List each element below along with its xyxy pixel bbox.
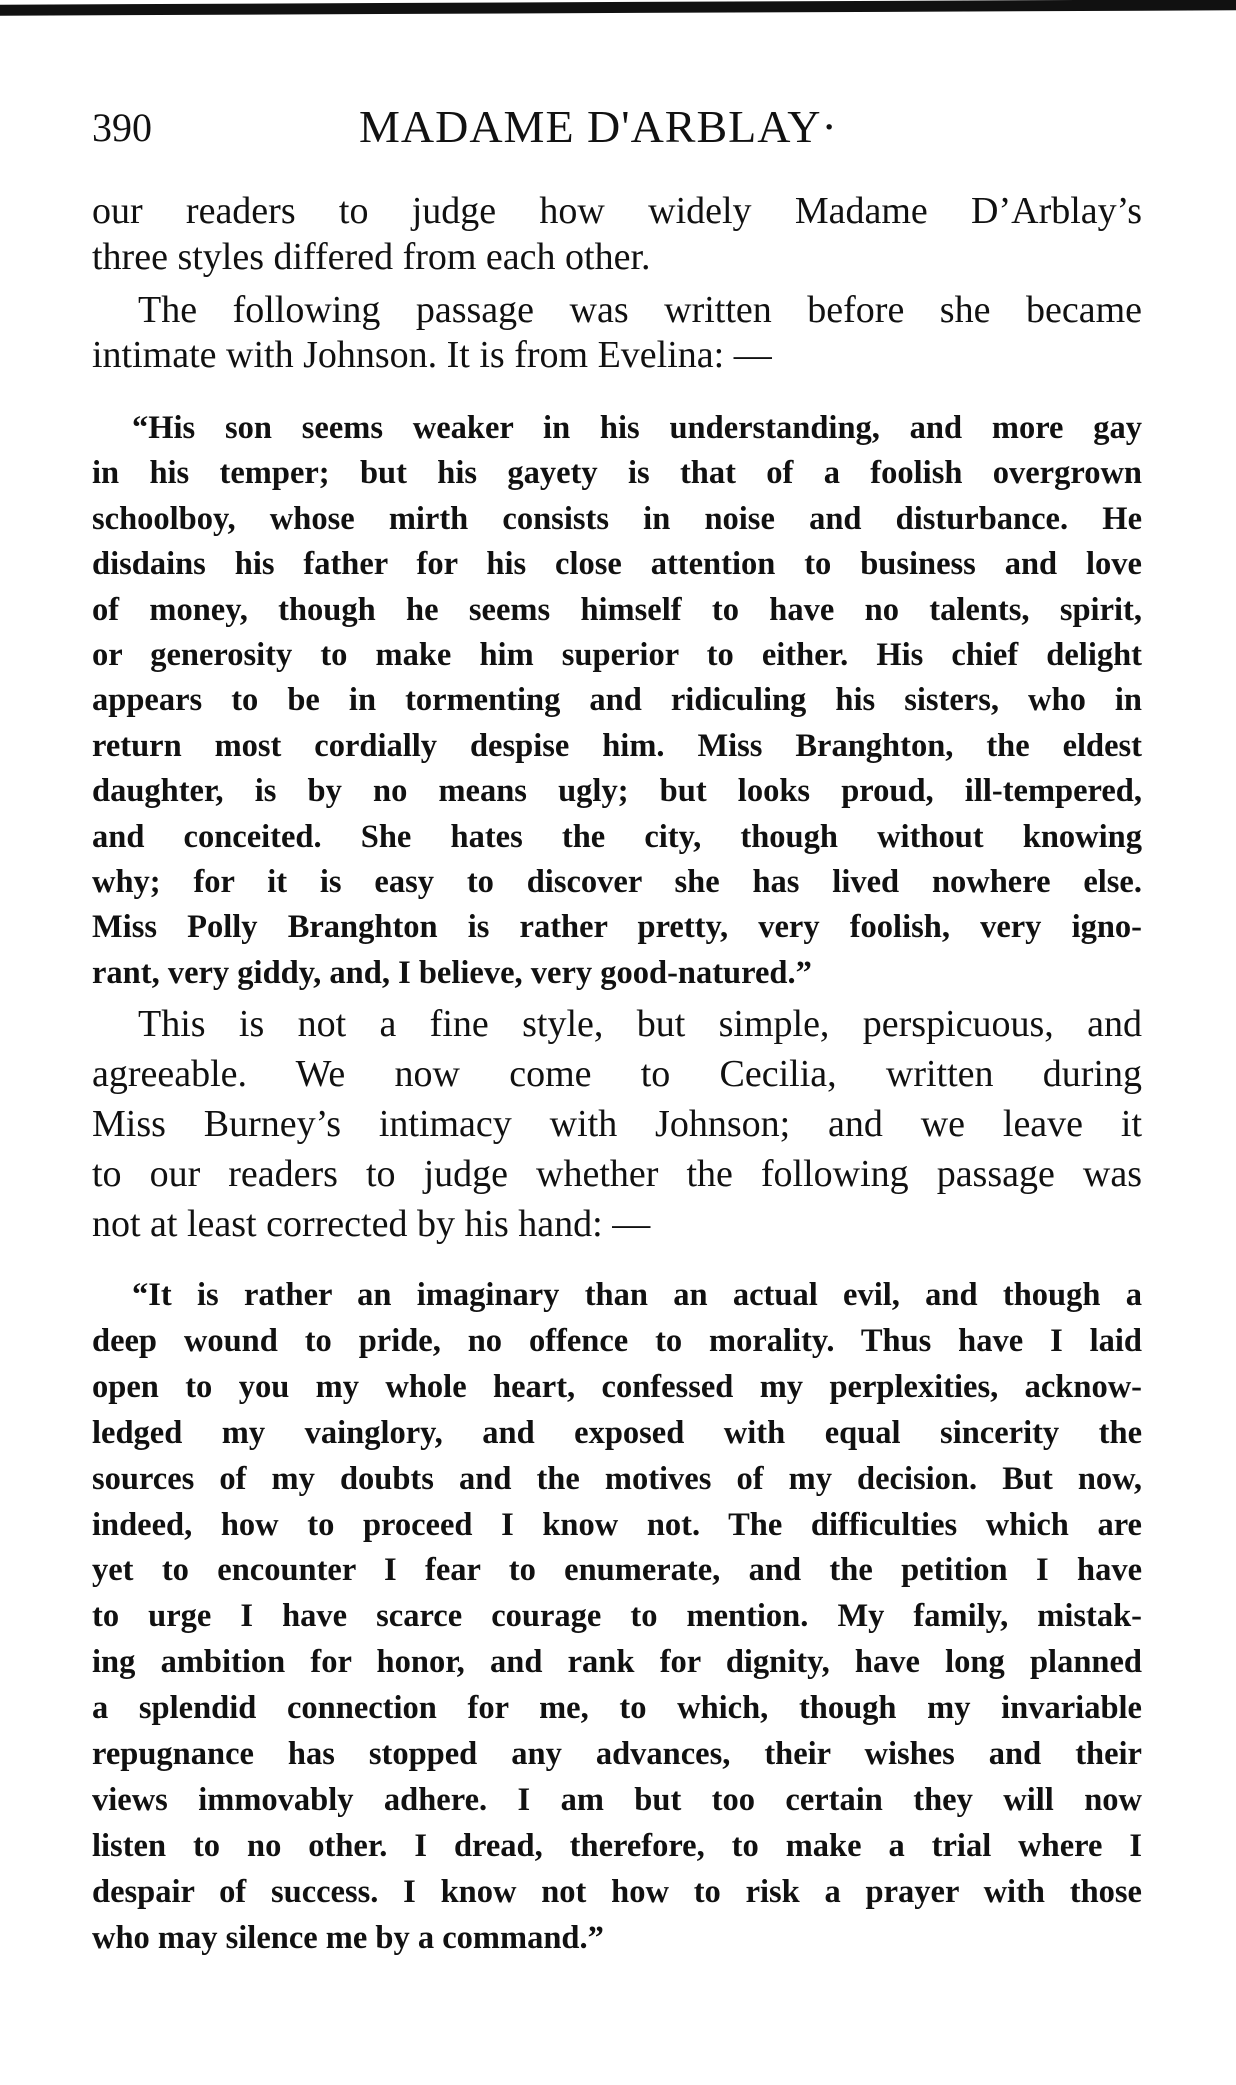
text-line: sources of my doubts and the motives of my decision. But now, [92, 1460, 1142, 1497]
text-line: our readers to judge how widely Madame D’Arblay’s [92, 190, 1142, 232]
text-line: to our readers to judge whether the following passage was [92, 1153, 1142, 1195]
text-line: “His son seems weaker in his understanding, and more gay [132, 410, 1142, 446]
paragraph-2 [92, 288, 1142, 378]
text-line: disdains his father for his close attention to business and love [92, 546, 1142, 583]
text-line: despair of success. I know not how to risk a prayer with those [92, 1873, 1142, 1910]
text-line: views immovably adhere. I am but too certain they will now [92, 1781, 1142, 1818]
text-line: ing ambition for honor, and rank for dignity, have long planned [92, 1644, 1142, 1681]
text-line: agreeable. We now come to Cecilia, written during [92, 1053, 1142, 1095]
text-line: ledged my vainglory, and exposed with equal sincerity the [92, 1414, 1142, 1451]
text-line: in his temper; but his gayety is that of a foolish overgrown [92, 455, 1142, 492]
text-line: daughter, is by no means ugly; but looks proud, ill-tempered, [92, 773, 1142, 810]
page-number: 390 [92, 105, 152, 150]
top-rule [0, 0, 1236, 16]
quotation-cecilia [92, 1273, 1142, 1962]
text-line: return most cordially despise him. Miss Branghton, the eldest [92, 727, 1142, 764]
text-line: repugnance has stopped any advances, their wishes and their [92, 1736, 1142, 1773]
quotation-evelina [92, 406, 1142, 996]
paragraph-1 [92, 188, 1142, 280]
text-line: who may silence me by a command.” [92, 1919, 604, 1956]
text-line: “It is rather an imaginary than an actual evil, and though a [132, 1277, 1142, 1313]
paragraph-3 [92, 999, 1142, 1249]
text-line: and conceited. She hates the city, though without knowing [92, 818, 1142, 855]
text-line: Miss Polly Branghton is rather pretty, very foolish, very igno- [92, 909, 1142, 946]
text-line: appears to be in tormenting and ridiculing his sisters, who in [92, 682, 1142, 719]
text-line: of money, though he seems himself to have no talents, spirit, [92, 591, 1142, 628]
text-line: a splendid connection for me, to which, though my invariable [92, 1690, 1142, 1727]
text-line: or generosity to make him superior to either. His chief delight [92, 637, 1142, 674]
text-line: intimate with Johnson. It is from Evelina: — [92, 334, 772, 376]
text-line: This is not a fine style, but simple, perspicuous, and [138, 1003, 1142, 1045]
text-line: deep wound to pride, no offence to morality. Thus have I laid [92, 1322, 1142, 1359]
text-line: indeed, how to proceed I know not. The difficulties which are [92, 1506, 1142, 1543]
running-title: MADAME D'ARBLAY· [359, 101, 838, 152]
text-line: The following passage was written before she became [138, 289, 1142, 331]
text-line: to urge I have scarce courage to mention. My family, mistak- [92, 1598, 1142, 1635]
text-line: why; for it is easy to discover she has lived nowhere else. [92, 864, 1142, 901]
text-line: Miss Burney’s intimacy with Johnson; and we leave it [92, 1103, 1142, 1145]
text-line: schoolboy, whose mirth consists in noise and disturbance. He [92, 500, 1142, 537]
text-line: open to you my whole heart, confessed my perplexities, acknow- [92, 1368, 1142, 1405]
text-line: not at least corrected by his hand: — [92, 1203, 651, 1245]
text-line: rant, very giddy, and, I believe, very good-natured.” [92, 954, 812, 991]
text-line: three styles differed from each other. [92, 236, 651, 278]
text-line: listen to no other. I dread, therefore, to make a trial where I [92, 1827, 1142, 1864]
text-line: yet to encounter I fear to enumerate, and the petition I have [92, 1552, 1142, 1589]
